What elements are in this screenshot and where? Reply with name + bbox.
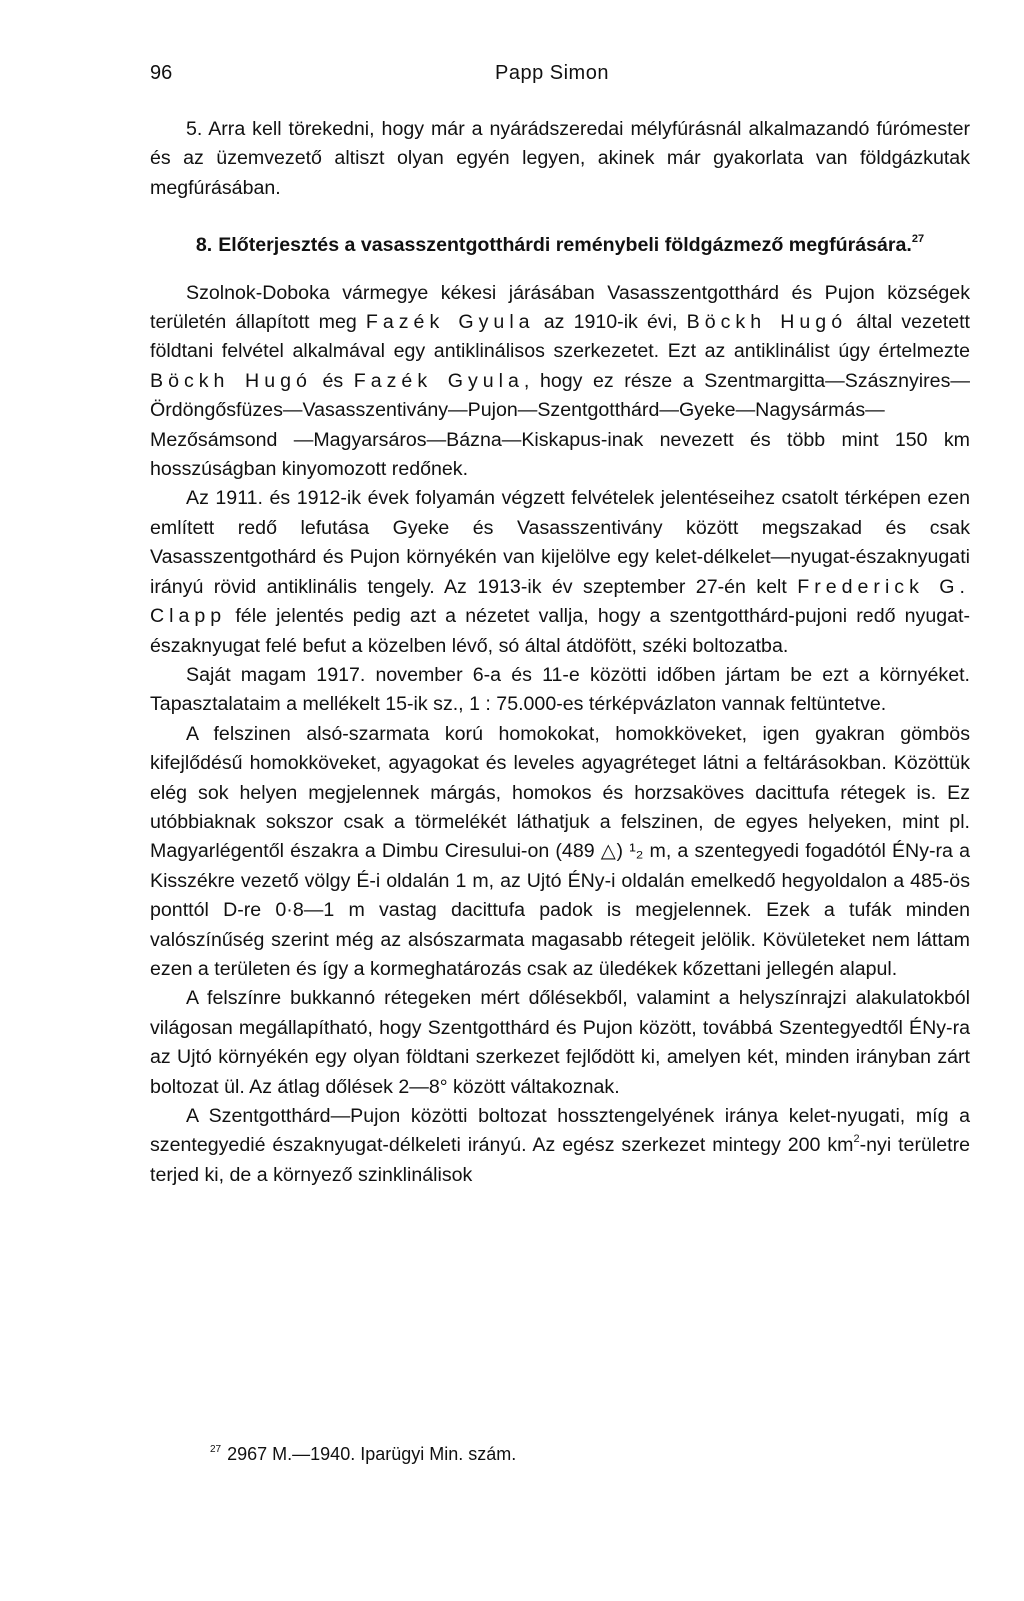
text-run: Szolnok-Doboka vármegye kékesi járásában Vasasszentgotthárd és Pujon községek területén állapított meg [150,281,970,334]
author-name: Frederick G. Clapp [150,575,970,628]
text-run: és [311,369,354,392]
text-run: , hogy ez része a Szentmargitta—Szásznyires— Ördöngősfüzes—Vasasszentivány—Pujon—Szentgotthárd—Gyeke—Nagysármás— Mezősámsond —Magyarsáros—Bázna—Kiskapus-inak nevezett és több mint 150 km hosszúságban kinyomozott redőnek. [150,369,970,481]
paragraph: Saját magam 1917. november 6-a és 11-e közötti időben jártam be ezt a környéket. Tapasztalataim a mellékelt 15-ik sz., 1 : 75.000-es térképvázlaton vannak feltüntetve. [150,663,970,716]
text-run: A Szentgotthárd—Pujon közötti boltozat hossztengelyének iránya kelet-nyugati, míg a szentegyedié északnyugat-délkeleti irányú. Az egész szerkezet mintegy 200 km [150,1105,970,1157]
author-name: Böckh Hugó [150,369,312,392]
paragraph [150,484,970,660]
footnote-marker: 27 [210,1444,222,1455]
text-run: által vezetett földtani felvétel alkalmával egy antiklinálisos szerkezetet. Ezt az antiklinálist úgy értelmezte [150,311,970,363]
page-header [150,62,970,94]
text-run: féle jelentés pedig azt a nézetet vallja, hogy a szentgotthárd-pujoni redő nyugat-északnyugat felé befut a közelben lévő, só által átdöfött, széki boltozatba. [150,605,970,657]
author-name: Böckh Hugó [686,311,848,334]
text-run: Az 1911. és 1912-ik évek folyamán végzett felvételek jelentéseihez csatolt térképen ezen említett redő lefutása Gyeke és Vasasszentivány között megszakad és csak Vasasszentgothárd és Pujon környékén van kijelölve egy kelet-délkelet—nyugat-északnyugati irányú rövid antiklinális tengely. Az 1913-ik év szeptember 27-én kelt [150,487,970,598]
footnote-reference: 27 [911,233,925,246]
paragraph [150,1102,970,1190]
page-number: 96 [150,62,173,84]
body-text [150,115,970,1190]
paragraph: A felszínre bukkannó rétegeken mért dőlésekből, valamint a helyszínrajzi alakulatokból világosan megállapítható, hogy Szentgotthárd és Pujon között, továbbá Szentegyedtől ÉNy-ra az Ujtó környékén egy olyan földtani szerkezet fejlődött ki, amelyen két, minden irányban zárt boltozat ül. Az átlag dőlések 2—8° között váltakoznak. [150,987,970,1098]
footnote [210,1444,516,1465]
section-number: 8. [195,234,213,257]
running-head: Papp Simon [495,62,609,84]
paragraph [150,279,970,485]
superscript: 2 [853,1133,860,1146]
author-name: Fazék Gyula [353,369,524,392]
text-run: -nyi területre terjed ki, de a környező szinklinálisok [150,1134,970,1186]
footnote-text: 2967 M.—1940. Iparügyi Min. szám. [227,1444,517,1464]
paragraph: A felszinen alsó-szarmata korú homokokat, homokköveket, igen gyakran gömbös kifejlődésű homokköveket, agyagokat és leveles agyagréteget látni a feltárásokban. Közöttük elég sok helyen megjelennek márgás, homokos és horzsaköves dacittufa rétegek is. Ez utóbbiaknak sokszor csak a törmelékét láthatjuk a felszinen, de egyes helyeken, mint pl. Magyarlégentől északra a Dimbu Ciresului-on (489 △) ¹₂ m, a szentegyedi fogadótól ÉNy-ra a Kisszékre vezető völgy É-i oldalán 1 m, az Ujtó ÉNy-i oldalán emelkedő hegyoldalon a 485-ös ponttól D-re 0·8—1 m vastag dacittufa padok is megjelennek. Ezek a tufák minden valószínűség szerint még az alsószarmata magasabb rétegeit jelölik. Kövületeket nem láttam ezen a területen és így a kormeghatározás csak az üledékek kőzettani jellegén alapul. [150,722,970,980]
section-title: Előterjesztés a vasasszentgotthárdi reménybeli földgázmező megfúrására. [218,234,912,257]
paragraph-point-5: 5. Arra kell törekedni, hogy már a nyárádszeredai mélyfúrásnál alkalmazandó fúrómester és az üzemvezető altiszt olyan egyén legyen, akinek már gyakorlata van földgázkutak megfúrásában. [150,118,970,199]
section-heading [150,231,970,260]
text-run: az 1910-ik évi, [534,311,687,334]
author-name: Fazék Gyula [365,311,535,334]
